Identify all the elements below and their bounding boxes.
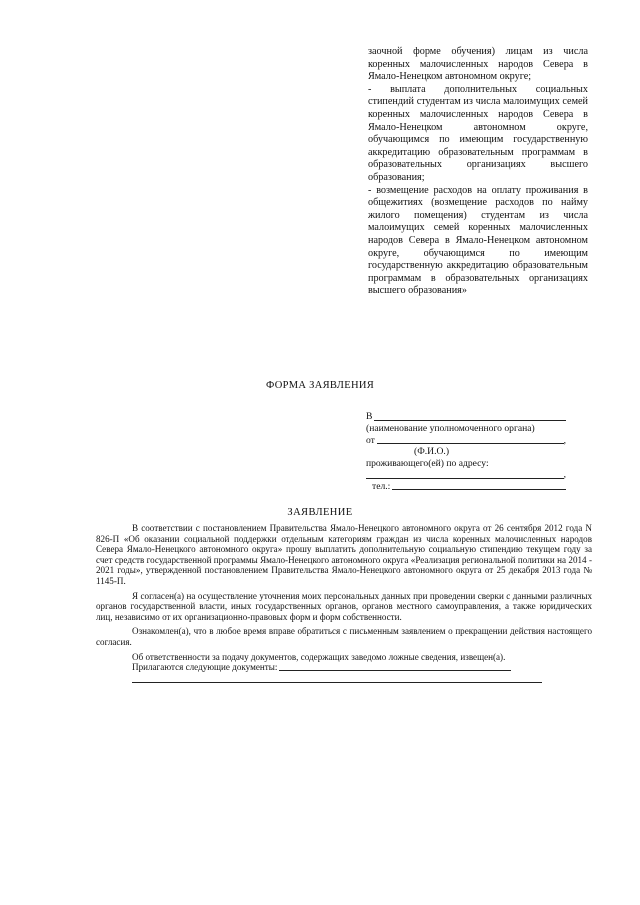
authority-caption: (наименование уполномоченного органа) bbox=[366, 422, 535, 434]
continuation-paragraph-2: - выплата дополнительных социальных стипендий студентам из числа малоимущих семей коренных малочисленных народов Севера в Ямало-Ненецком автономном округе, обучающимся по имеющим государственную аккредитацию образовательным программам в образовательных организациях высшего образования; bbox=[368, 83, 588, 183]
fio-line[interactable] bbox=[377, 443, 564, 444]
authority-line[interactable] bbox=[374, 420, 566, 421]
residing-row bbox=[366, 457, 566, 469]
continuation-paragraph-1: заочной форме обучения) лицам из числа коренных малочисленных народов Севера в Ямало-Ненецком автономном округе; bbox=[368, 46, 588, 83]
documents-field[interactable] bbox=[96, 662, 592, 673]
documents-label: Прилагаются следующие документы: bbox=[132, 662, 278, 673]
statement-body bbox=[96, 523, 592, 683]
to-authority-field[interactable] bbox=[366, 411, 566, 423]
residing-label: проживающего(ей) по адресу: bbox=[366, 457, 489, 469]
fio-comma: , bbox=[563, 434, 566, 446]
statement-paragraph-1: В соответствии с постановлением Правительства Ямало-Ненецкого автономного округа от 26 сентября 2012 года N 826-П «Об оказании социальной поддержки отдельным категориям граждан из числа коренных малочисленных народов Севера Ямало-Ненецкого автономного округа» прошу выплатить дополнительную социальную стипендию текущем году за счет средств государственной программы Ямало-Ненецкого автономного округа «Реализация региональной политики на 2014 - 2021 годы», утвержденной постановлением Правительства Ямало-Ненецкого автономного округа от 25 декабря 2013 года № 1145-П. bbox=[96, 523, 592, 586]
documents-extra-line[interactable] bbox=[132, 682, 542, 683]
statement-paragraph-4: Об ответственности за подачу документов, содержащих заведомо ложные сведения, извещен(а). bbox=[132, 651, 506, 662]
form-title: ФОРМА ЗАЯВЛЕНИЯ bbox=[265, 380, 375, 391]
address-comma: , bbox=[563, 469, 566, 481]
fio-caption: (Ф.И.О.) bbox=[414, 446, 450, 458]
statement-paragraph-3: Ознакомлен(а), что в любое время вправе обратиться с письменным заявлением о прекращении действия настоящего согласия. bbox=[96, 626, 592, 647]
statement-title: ЗАЯВЛЕНИЕ bbox=[287, 507, 353, 518]
documents-line[interactable] bbox=[279, 670, 511, 671]
decree-continuation bbox=[368, 46, 588, 298]
to-prefix: В bbox=[366, 411, 373, 423]
fio-caption-row bbox=[366, 446, 566, 458]
continuation-paragraph-3: - возмещение расходов на оплату проживания в общежитиях (возмещение расходов по найму жилого помещения) студентам из числа малоимущих семей коренных малочисленных народов Севера в Ямало-Ненецком автономном округе, обучающимся по имеющим государственную аккредитацию образовательным программам в образовательных организациях высшего образования» bbox=[368, 184, 588, 297]
statement-paragraph-2: Я согласен(а) на осуществление уточнения моих персональных данных при проведении сверки с данными различных органов государственной власти, иных государственных органов, органов местного самоуправления, а также юридических лиц, независимо от их организационно-правовых форм и форм собственности. bbox=[96, 590, 592, 622]
address-line[interactable] bbox=[366, 478, 564, 479]
from-prefix: от bbox=[366, 434, 375, 446]
address-block bbox=[366, 411, 566, 492]
phone-field[interactable] bbox=[366, 481, 566, 493]
phone-prefix: тел.: bbox=[372, 480, 391, 492]
address-field[interactable] bbox=[366, 469, 566, 481]
authority-caption-row bbox=[366, 423, 566, 435]
phone-line[interactable] bbox=[392, 489, 566, 490]
from-field[interactable] bbox=[366, 434, 566, 446]
